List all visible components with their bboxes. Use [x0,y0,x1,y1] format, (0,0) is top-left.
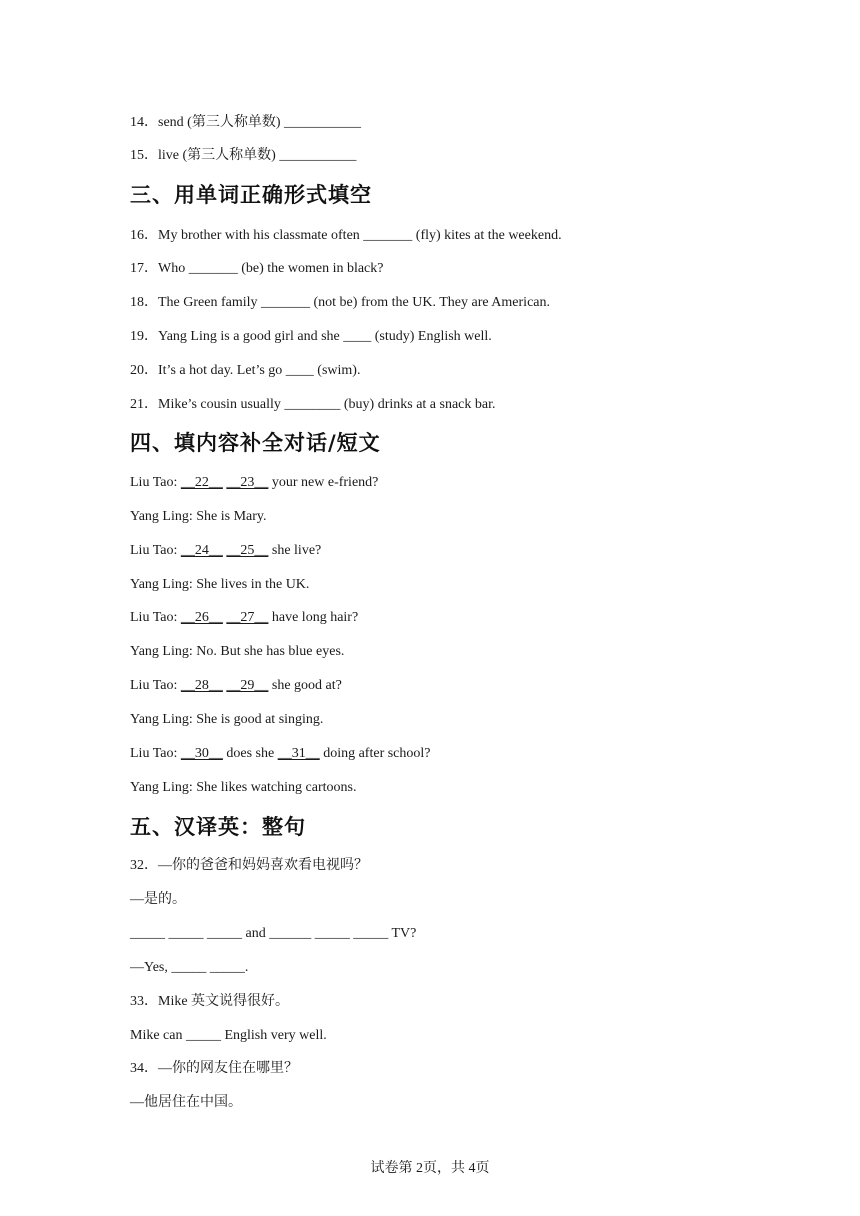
question-15: 15．live (第三人称单数) ___________ [130,148,357,163]
blank-28: __28__ [180,678,223,693]
line-mid: does she [222,746,278,761]
blank-27: __27__ [226,610,269,625]
section-4-heading: 四、填内容补全对话/短文 [130,431,381,455]
blank-22: __22__ [180,475,223,490]
line-rest: she good at? [268,678,342,693]
question-20: 20．It’s a hot day. Let’s go ____ (swim). [130,363,361,378]
blank-25: __25__ [226,543,269,558]
question-16: 16．My brother with his classmate often _______ (fly) kites at the weekend. [130,228,562,243]
dialogue-line-10: Yang Ling: She likes watching cartoons. [130,780,357,795]
question-18: 18．The Green family _______ (not be) from the UK. They are American. [130,295,550,310]
blank-29: __29__ [226,678,269,693]
blank-23: __23__ [226,475,269,490]
dialogue-line-9 [130,745,431,763]
dialogue-line-7 [130,677,342,695]
dialogue-line-4: Yang Ling: She lives in the UK. [130,577,310,592]
question-14: 14．send (第三人称单数) ___________ [130,115,361,130]
question-17: 17．Who _______ (be) the women in black? [130,261,384,276]
question-34: 34．—你的网友住在哪里？ [130,1061,298,1076]
question-33-blank-line: Mike can _____ English very well. [130,1028,327,1043]
question-19: 19．Yang Ling is a good girl and she ____ (study) English well. [130,329,492,344]
line-rest: doing after school? [319,746,431,761]
dialogue-line-2: Yang Ling: She is Mary. [130,509,267,524]
line-rest: have long hair? [268,610,359,625]
dialogue-line-6: Yang Ling: No. But she has blue eyes. [130,644,345,659]
dialogue-line-8: Yang Ling: She is good at singing. [130,712,324,727]
speaker: Liu Tao: [130,678,181,693]
line-rest: your new e-friend? [268,475,379,490]
page-footer: 试卷第 2页，共 4页 [370,1161,490,1176]
question-32-answer-cn: —是的。 [130,892,186,907]
dialogue-line-5 [130,609,358,627]
section-5-heading: 五、汉译英：整句 [130,815,306,839]
blank-24: __24__ [180,543,223,558]
question-33: 33．Mike 英文说得很好。 [130,994,290,1009]
line-rest: she live? [268,543,322,558]
speaker: Liu Tao: [130,543,181,558]
speaker: Liu Tao: [130,746,181,761]
question-32-blank-line-2: —Yes, _____ _____. [130,960,249,975]
dialogue-line-1 [130,474,378,492]
speaker: Liu Tao: [130,610,181,625]
question-21: 21．Mike’s cousin usually ________ (buy) drinks at a snack bar. [130,397,496,412]
blank-31: __31__ [277,746,320,761]
blank-26: __26__ [180,610,223,625]
question-32: 32．—你的爸爸和妈妈喜欢看电视吗？ [130,858,368,873]
section-3-heading: 三、用单词正确形式填空 [130,183,372,207]
dialogue-line-3 [130,542,321,560]
speaker: Liu Tao: [130,475,181,490]
blank-30: __30__ [180,746,223,761]
question-34-answer-cn: —他居住在中国。 [130,1095,242,1110]
question-32-blank-line: _____ _____ _____ and ______ _____ _____ TV? [130,926,417,941]
